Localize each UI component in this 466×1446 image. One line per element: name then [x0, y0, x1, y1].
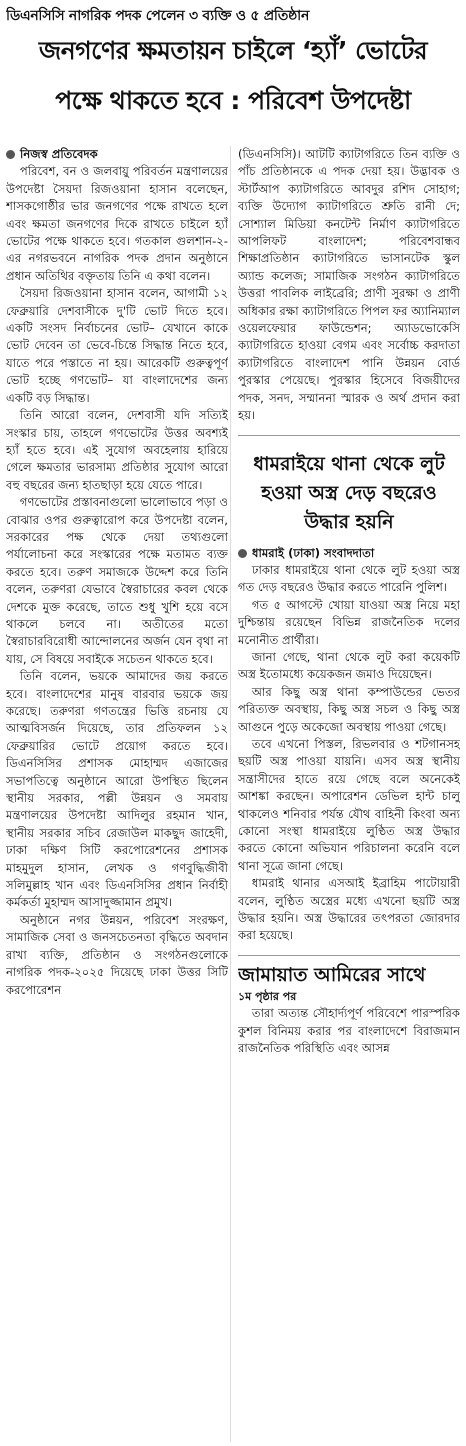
headline-line-2: পক্ষে থাকতে হবে : পরিবেশ উপদেষ্টা: [55, 86, 411, 115]
paragraph: গত ৫ আগস্টে খোয়া যাওয়া অস্ত্র নিয়ে মহা দুশ্চিন্তায় রয়েছেন বিভিন্ন রাজনৈতিক দলের মনোনীত প্রার্থীরা।: [238, 597, 460, 647]
paragraph: তিনি বলেন, ভয়কে আমাদের জয় করতে হবে। বাংলাদেশের মানুষ বারবার ভয়কে জয় করেছে। তরুণরা গণতন্ত্রের ভিত্তি রচনায় যে আত্মবিসর্জন দিয়েছে, তার প্রতিফলন ১২ ফেব্রুয়ারির ভোটে প্রয়োগ করতে হবে। ডিএনসিসির প্রশাসক মোহাম্মদ এজাজের সভাপতিত্বে অনুষ্ঠানে আরো উপস্থিত ছিলেন স্থানীয় সরকার, পল্লী উন্নয়ন ও সমবায় মন্ত্রণালয়ের উপদেষ্টা আদিলুর রহমান খান, স্থানীয় সরকার সচিব রেজাউল মাকছুদ জাহেদী, ঢাকা দক্ষিণ সিটি করপোরেশনের প্রশাসক মাহমুদুল হাসান, লেখক ও গণবুদ্ধিজীবী সলিমুল্লাহ খান এবং ডিএনসিসির প্রধান নির্বাহী কর্মকর্তা মুহাম্মদ আসাদুজ্জামান প্রমুখ।: [6, 669, 228, 910]
column-divider: [230, 146, 231, 1442]
paragraph: আর কিছু অস্ত্র থানা কম্পাউন্ডের ভেতর পরিত্যক্ত অবস্থায়, কিছু অস্ত্র সচল ও কিছু অস্ত্র আগুনে পুড়ে অকেজো অবস্থায় পাওয়া গেছে।: [238, 684, 460, 734]
byline-text: ধামরাই (ঢাকা) সংবাদদাতা: [252, 545, 375, 560]
paragraph: তিনি আরো বলেন, দেশবাসী যদি সত্যিই সংস্কার চায়, তাহলে গণভোটের উত্তর অবশ্যই হ্যাঁ হতে হবে। এই সুযোগ অবহেলায় হারিয়ে গেলে ক্ষমতার ভারসাম্য প্রতিষ্ঠার সুযোগ আরো বহু বছরের জন্য হাতছাড়া হয়ে যেতে পারে।: [6, 408, 228, 492]
left-column: [6, 146, 228, 1442]
paragraph: ঢাকার ধামরাইয়ে থানা থেকে লুট হওয়া অস্ত্র গত দেড় বছরেও উদ্ধার করতে পারেনি পুলিশ।: [238, 562, 460, 595]
paragraph: গণভোটের প্রস্তাবনাগুলো ভালোভাবে পড়া ও বোঝার ওপর গুরুত্বারোপ করে উপদেষ্টা বলেন, সরকারের পক্ষ থেকে দেয়া তথ্যগুলো পর্যালোচনা করে সংস্কারের পক্ষে মতামত ব্যক্ত করতে হবে। তরুণ সমাজকে উদ্দেশ করে তিনি বলেন, তরুণরা যেভাবে স্বৈরাচারের কবল থেকে দেশকে মুক্ত করেছে, তাতে শুধু খুশি হয়ে বসে থাকলে চলবে না। অতীতের মতো স্বৈরাচারবিরোধী আন্দোলনের অর্জন যেন বৃথা না যায়, সে বিষয়ে সবাইকে সচেতন থাকতে হবে।: [6, 495, 228, 666]
bullet-icon: [6, 150, 15, 159]
right-column: [238, 146, 460, 1442]
byline-text: নিজস্ব প্রতিবেদক: [20, 147, 98, 161]
kicker-line: ডিএনসিসি নাগরিক পদক পেলেন ৩ ব্যক্তি ও ৫ প্রতিষ্ঠান: [6, 8, 310, 24]
paragraph: ধামরাই থানার এসআই ইব্রাহিম পাটোয়ারী বলেন, লুণ্ঠিত অস্ত্রের মধ্যে এখনো ছয়টি অস্ত্র উদ্ধার হয়নি। অস্ত্র উদ্ধারের তৎপরতা জোরদার করা হয়েছে।: [238, 876, 460, 943]
main-headline: [4, 26, 462, 126]
byline: [6, 146, 228, 163]
byline: [238, 545, 460, 562]
paragraph: অনুষ্ঠানে নগর উন্নয়ন, পরিবেশ সংরক্ষণ, সামাজিক সেবা ও জনসচেতনতা বৃদ্ধিতে অবদান রাখা ব্যক্তি, প্রতিষ্ঠান ও সংগঠনগুলোকে নাগরিক পদক-২০২৫ দিয়েছে ঢাকা উত্তর সিটি করপোরেশন: [6, 912, 228, 997]
paragraph: তবে এখনো পিস্তল, রিভলবার ও শটগানসহ ছয়টি অস্ত্র পাওয়া যায়নি। এসব অস্ত্র স্থানীয় সন্ত্রাসীদের হাতে রয়ে গেছে বলে অনেকেই আশঙ্কা করছেন। অপারেশন ডেভিল হান্ট চালু থাকলেও শনিবার পর্যন্ত যৌথ বাহিনী কিংবা অন্য কোনো সংস্থা ধামরাইয়ে লুণ্ঠিত অস্ত্র উদ্ধার করতে কোনো অভিযান পরিচালনা করেনি বলে থানা সূত্রে জানা গেছে।: [238, 736, 460, 873]
section-divider: [238, 955, 460, 956]
article-headline: ধামরাইয়ে থানা থেকে লুট হওয়া অস্ত্র দেড় বছরেও উদ্ধার হয়নি: [253, 452, 445, 533]
headline-line-1: জনগণের ক্ষমতায়ন চাইলে ‘হ্যাঁ’ ভোটের: [38, 36, 428, 65]
bullet-icon: [238, 549, 247, 558]
paragraph-continuation: (ডিএনসিসি)। আটটি ক্যাটাগরিতে তিন ব্যক্তি ও পাঁচ প্রতিষ্ঠানকে এ পদক দেয়া হয়। উদ্ভাবক ও স্টার্টআপ ক্যাটাগরিতে আবদুর রশিদ সোহাগ; ব্যক্তি উদ্যোগ ক্যাটাগরিতে শ্রুতি রানী দে; সোশ্যাল মিডিয়া কনটেন্ট নির্মাণ ক্যাটাগরিতে আপলিফট বাংলাদেশ; পরিবেশবান্ধব শিক্ষাপ্রতিষ্ঠান ক্যাটাগরিতে ভাসানটেক স্কুল অ্যান্ড কলেজ; সামাজিক সংগঠন ক্যাটাগরিতে উত্তরা পাবলিক লাইব্রেরি; প্রাণী সুরক্ষা ও প্রাণী অধিকার রক্ষা ক্যাটাগরিতে পিপল ফর অ্যানিম্যাল ওয়েলফেয়ার ফাউন্ডেশন; অ্যাডভোকেসি ক্যাটাগরিতে হাওয়া বেগম এবং সর্বোচ্চ করদাতা ক্যাটাগরিতে বাংলাদেশ পানি উন্নয়ন বোর্ড পুরস্কার পেয়েছে। পুরস্কার হিসেবে বিজয়ীদের পদক, সনদ, সম্মাননা স্মারক ও অর্থ প্রদান করা হয়।: [238, 147, 460, 423]
paragraph: পরিবেশ, বন ও জলবায়ু পরিবর্তন মন্ত্রণালয়ের উপদেষ্টা সৈয়দা রিজওয়ানা হাসান বলেছেন, শাসকগোষ্ঠীর ভার জনগণের পক্ষে রাখতে হলে এবং ক্ষমতা জনগণের দিকে রাখতে চাইলে হ্যাঁ ভোটের পক্ষে থাকতে হবে। গতকাল গুলশান-২-এর নগরভবনে নাগরিক পদক প্রদান অনুষ্ঠানে প্রধান অতিথির বক্তৃতায় তিনি এ কথা বলেন।: [6, 164, 228, 283]
paragraph: জানা গেছে, থানা থেকে লুট করা কয়েকটি অস্ত্র ইতোমধ্যে কয়েকজন জমাও দিয়েছেন।: [238, 649, 460, 682]
section-divider: [238, 435, 460, 436]
paragraph: তারা অত্যন্ত সৌহার্দ্যপূর্ণ পরিবেশে পারস্পরিক কুশল বিনিময় করার পর বাংলাদেশে বিরাজমান রাজনৈতিক পরিস্থিতি এবং আসন্ন: [238, 1006, 460, 1056]
paragraph: সৈয়দা রিজওয়ানা হাসান বলেন, আগামী ১২ ফেব্রুয়ারি দেশবাসীকে দু'টি ভোট দিতে হবে। একটি সংসদ নির্বাচনের ভোট– যেখানে কাকে ভোট দেবেন তা ভেবে-চিন্তে সিদ্ধান্ত নিতে হবে, যাতে পরে পস্তাতে না হয়। আরেকটি গুরুত্বপূর্ণ ভোট হচ্ছে গণভোট– যা বাংলাদেশের জন্য একটি বড় সিদ্ধান্ত।: [6, 286, 228, 405]
article-headline: জামায়াত আমিরের সাথে: [238, 963, 426, 986]
continuation-note: ১ম পৃষ্ঠার পর: [238, 989, 297, 1003]
